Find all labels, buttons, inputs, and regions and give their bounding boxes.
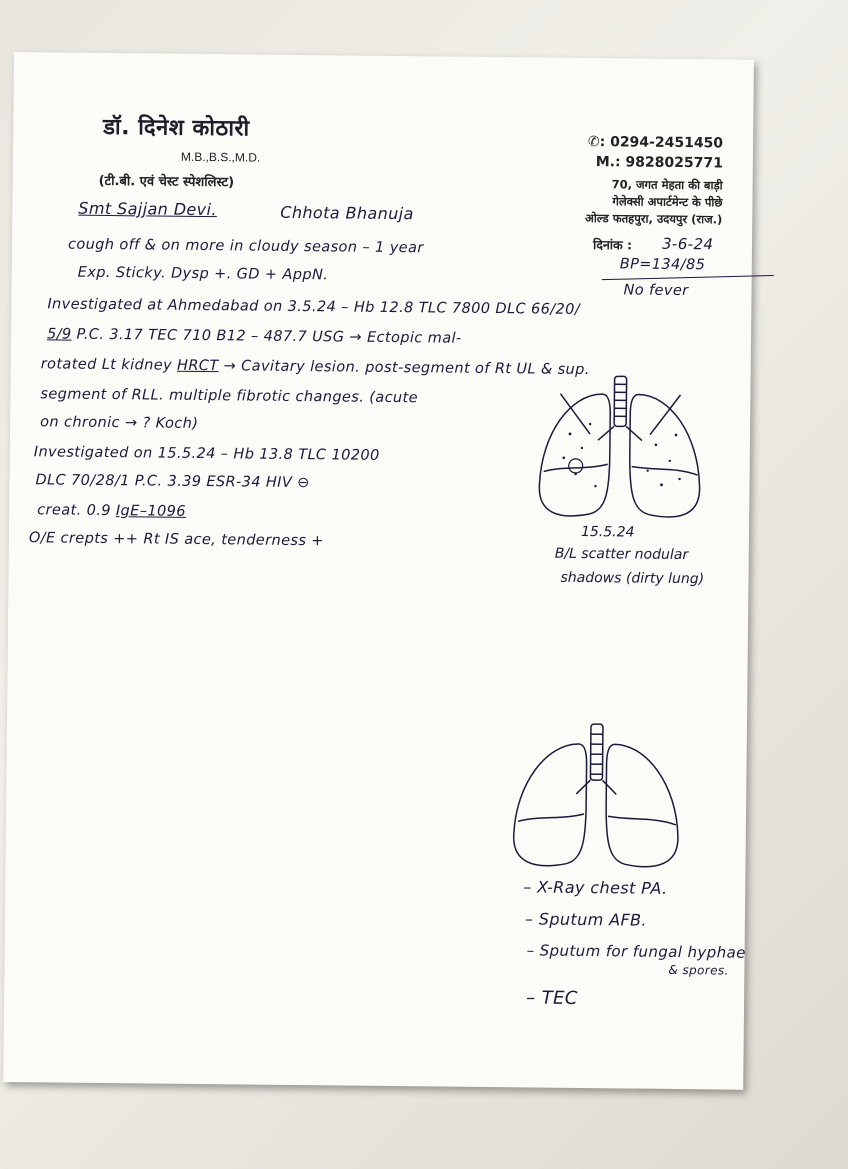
creatinine-value: creat. 0.9 (37, 502, 117, 520)
plan-item-2: – Sputum AFB. (524, 909, 648, 930)
doctor-speciality: (टी.बी. एवं चेस्ट स्पेशलिस्ट) (98, 173, 235, 191)
phone-icon: ✆ (587, 134, 600, 151)
history-line-3: Investigated at Ahmedabad on 3.5.24 – Hb 12.8 TLC 7800 DLC 66/20/ (47, 296, 581, 318)
plan-item-4: – TEC (526, 987, 578, 1009)
history-line-6: segment of RLL. multiple fibrotic changes. (acute (40, 386, 419, 407)
lung-sketch-1 (529, 373, 711, 525)
plan-item-3: – Sputum for fungal hyphae (526, 941, 746, 962)
lung-note-2: shadows (dirty lung) (560, 569, 705, 588)
doctor-degrees: M.B.,B.S.,M.D. (180, 149, 261, 165)
phone-line (586, 132, 723, 153)
bp-underline (602, 275, 774, 280)
visit-date: 3-6-24 (661, 234, 714, 254)
history-line-4 (47, 326, 462, 346)
plan-item-1: – X-Ray chest PA. (523, 877, 668, 898)
address-line-2: गेलेक्सी अपार्टमेन्ट के पीछे (612, 194, 723, 210)
lung-note-1: B/L scatter nodular (554, 545, 689, 564)
history-line-8: Investigated on 15.5.24 – Hb 13.8 TLC 10200 (33, 444, 380, 464)
ige-value: IgE–1096 (115, 503, 186, 520)
lung-sketch-2 (505, 721, 687, 873)
patient-place: Chhota Bhanuja (280, 202, 414, 224)
hrct-finding: → Cavitary lesion. post-segment of Rt UL & sup. (218, 358, 590, 379)
doctor-name: डॉ. दिनेश कोठारी (103, 114, 250, 142)
phone-number: : 0294-2451450 (599, 134, 724, 152)
lab-values-1: P.C. 3.17 TEC 710 B12 – 487.7 USG → Ectopic mal- (71, 326, 462, 347)
lungs-drawing-icon (529, 373, 711, 525)
dlc-fraction: 5/9 (46, 326, 72, 343)
history-line-7: on chronic → ? Koch) (40, 414, 199, 432)
clinic-contact (585, 132, 723, 228)
examination-line: O/E crepts ++ Rt IS ace, tenderness + (28, 530, 324, 550)
patient-name: Smt Sajjan Devi. (78, 198, 218, 220)
lungs-outline-icon (505, 721, 687, 873)
blood-pressure: BP=134/85 (619, 256, 706, 274)
hrct-label: HRCT (176, 357, 219, 375)
mobile-number: M.: 9828025771 (595, 154, 723, 172)
history-line-1: cough off & on more in cloudy season – 1 year (67, 236, 424, 257)
address-line-3: ओल्ड फतहपुरा, उदयपुर (राज.) (585, 210, 723, 227)
history-line-10 (37, 502, 186, 520)
no-fever-note: No fever (623, 282, 689, 300)
plan-item-3-cont: & spores. (668, 962, 729, 978)
history-line-2: Exp. Sticky. Dysp +. GD + AppN. (77, 264, 329, 284)
date-label: दिनांक : (592, 237, 633, 253)
history-line-5 (41, 356, 590, 378)
prescription-sheet (3, 52, 754, 1090)
address-line-1: 70, जगत मेहता की बाड़ी (611, 177, 723, 193)
history-line-9: DLC 70/28/1 P.C. 3.39 ESR-34 HIV ⊖ (35, 472, 310, 492)
lung-sketch-date: 15.5.24 (580, 523, 635, 541)
usg-finding: rotated Lt kidney (40, 356, 178, 374)
